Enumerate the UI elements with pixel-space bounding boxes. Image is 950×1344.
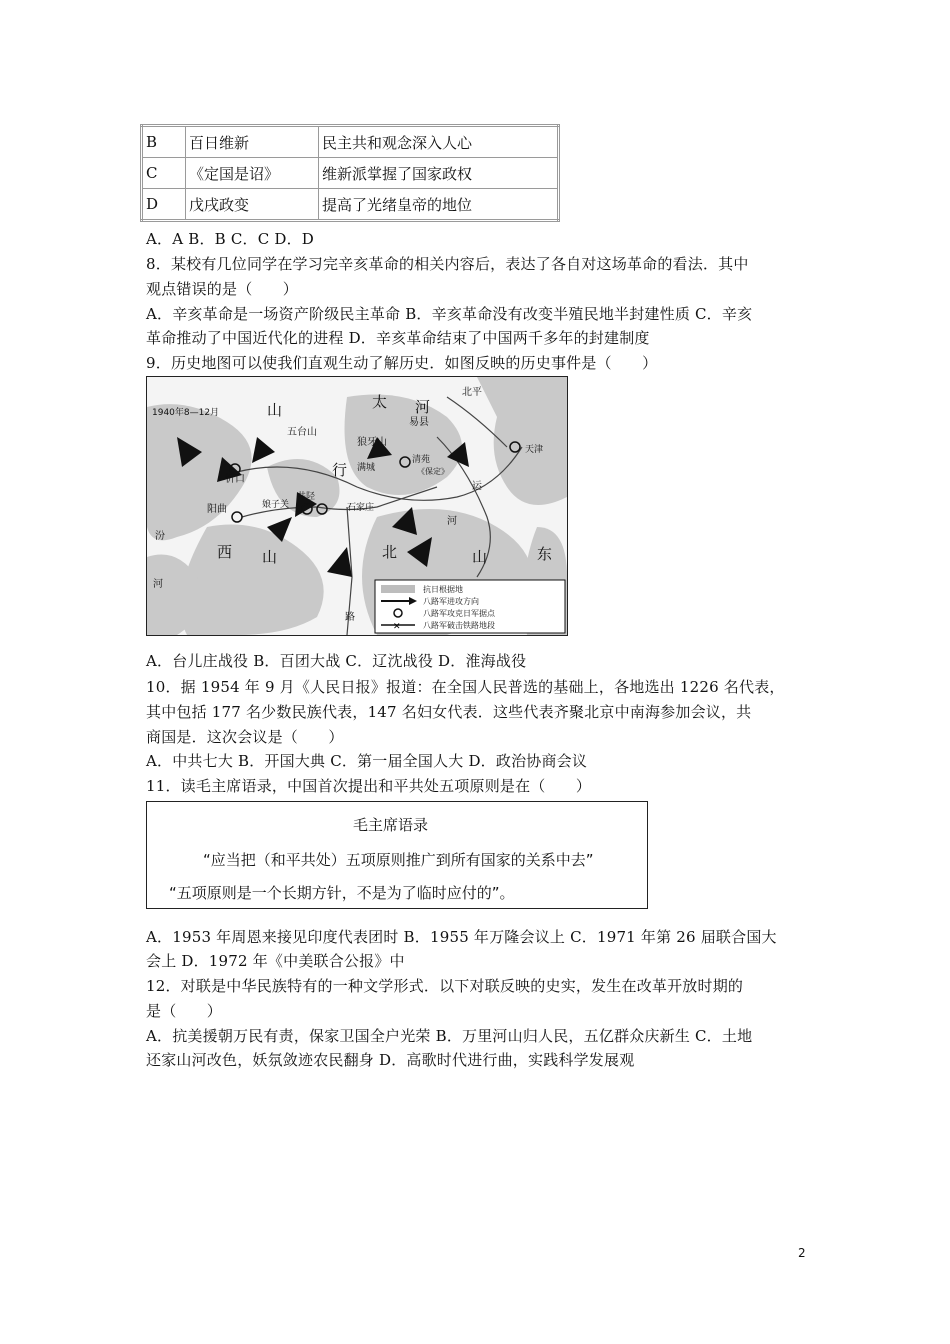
q11-options-line1: A．1953 年周恩来接见印度代表团时 B．1955 年万隆会议上 C．1971 年第 26 届联合国大: [146, 928, 777, 946]
hundred-regiments-map: [146, 376, 568, 636]
map-place: 行: [332, 461, 348, 479]
legend-item: 八路军进攻方向: [423, 597, 479, 606]
map-place: 五台山: [287, 427, 317, 438]
option-letter: D: [142, 189, 186, 221]
q10-options: A．中共七大 B．开国大典 C．第一届全国人大 D．政治协商会议: [146, 752, 588, 770]
map-place: 西: [217, 543, 233, 561]
q8-options-line1: A．辛亥革命是一场资产阶级民主革命 B．辛亥革命没有改变半殖民地半封建性质 C．辛亥: [146, 305, 753, 323]
option-letter: C: [142, 158, 186, 189]
map-place: 易县: [409, 417, 429, 428]
map-place: 河: [153, 579, 163, 590]
map-place: 北平: [462, 387, 482, 398]
legend-item: 八路军攻克日军据点: [423, 609, 495, 618]
answer-options-table: [140, 124, 560, 222]
map-place: 《保定》: [417, 467, 449, 476]
option-event: 百日维新: [186, 126, 319, 158]
q10-stem-line1: 10．据 1954 年 9 月《人民日报》报道：在全国人民普选的基础上，各地选出 1226 名代表，: [146, 678, 785, 696]
quote-line: “应当把（和平共处）五项原则推广到所有国家的关系中去”: [203, 851, 594, 869]
map-place: 运: [472, 481, 482, 492]
map-place: 满城: [357, 463, 376, 473]
map-place: 天津: [525, 445, 544, 455]
svg-text:✕: ✕: [393, 622, 401, 632]
map-place: 汾: [155, 531, 165, 542]
map-place: 路: [345, 612, 355, 623]
map-place: 娘子关: [262, 500, 290, 510]
map-place: 北: [382, 543, 398, 561]
q8-stem-line2: 观点错误的是（ ）: [146, 280, 299, 298]
q10-stem-line3: 商国是．这次会议是（ ）: [146, 728, 344, 746]
option-letter: B: [142, 126, 186, 158]
q8-stem-line1: 8．某校有几位同学在学习完辛亥革命的相关内容后，表达了各自对这场革命的看法．其中: [146, 255, 749, 273]
table-row: [142, 189, 559, 221]
option-result: 提高了光绪皇帝的地位: [319, 189, 559, 221]
mao-quotation-box: [146, 801, 648, 909]
table-row: [142, 158, 559, 189]
map-place: 太: [372, 393, 388, 411]
legend-item: 抗日根据地: [423, 585, 463, 594]
map-place: 井陉: [297, 492, 316, 502]
option-result: 民主共和观念深入人心: [319, 126, 559, 158]
map-place: 山: [262, 548, 278, 566]
q12-stem-line1: 12．对联是中华民族特有的一种文学形式．以下对联反映的史实，发生在改革开放时期的: [146, 977, 744, 995]
quote-line: “五项原则是一个长期方针，不是为了临时应付的”。: [169, 884, 515, 902]
q11-stem: 11．读毛主席语录，中国首次提出和平共处五项原则是在（ ）: [146, 777, 592, 795]
map-place: 河: [415, 398, 431, 416]
map-place: 山: [267, 401, 283, 419]
q11-options-line2: 会上 D．1972 年《中美联合公报》中: [146, 952, 405, 970]
map-place: 阳曲: [207, 504, 227, 515]
quote-title: 毛主席语录: [353, 816, 429, 834]
option-result: 维新派掌握了国家政权: [319, 158, 559, 189]
q8-options-line2: 革命推动了中国近代化的进程 D．辛亥革命结束了中国两千多年的封建制度: [146, 329, 650, 347]
q12-options-line1: A．抗美援朝万民有责，保家卫国全户光荣 B．万里河山归人民，五亿群众庆新生 C．土地: [146, 1027, 753, 1045]
map-place: 石家庄: [347, 503, 375, 513]
q9-options: A．台儿庄战役 B．百团大战 C．辽沈战役 D．淮海战役: [146, 652, 527, 670]
page-number: 2: [798, 1246, 806, 1260]
map-legend: [375, 580, 565, 633]
q7-options: A．A B．B C．C D．D: [146, 230, 315, 248]
map-date-label: 1940年8—12月: [152, 408, 220, 418]
q9-stem: 9．历史地图可以使我们直观生动了解历史．如图反映的历史事件是（ ）: [146, 354, 658, 372]
q10-stem-line2: 其中包括 177 名少数民族代表，147 名妇女代表．这些代表齐聚北京中南海参加会议，共: [146, 703, 752, 721]
map-place: 忻口: [225, 474, 245, 485]
q12-options-line2: 还家山河改色，妖氛敛迹农民翻身 D．高歌时代进行曲，实践科学发展观: [146, 1051, 635, 1069]
q12-stem-line2: 是（ ）: [146, 1002, 223, 1020]
table-row: [142, 126, 559, 158]
map-place: 东: [537, 545, 553, 563]
map-place: 清苑: [412, 455, 431, 465]
map-place: 狼牙山: [357, 437, 387, 448]
option-event: 《定国是诏》: [186, 158, 319, 189]
legend-item: 八路军破击铁路地段: [423, 621, 495, 630]
map-place: 河: [447, 516, 457, 527]
map-place: 山: [472, 548, 488, 566]
option-event: 戊戌政变: [186, 189, 319, 221]
